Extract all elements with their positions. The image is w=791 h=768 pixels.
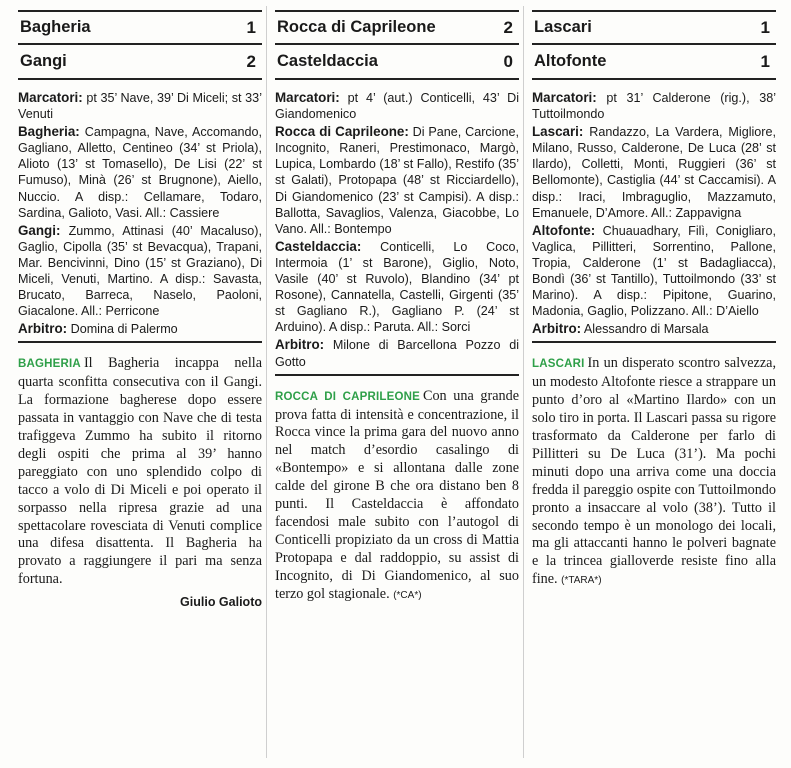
match-report-bagheria-gangi [18, 10, 262, 609]
home-team: Bagheria [20, 18, 91, 36]
match-report-rocca-casteldaccia [275, 10, 519, 604]
home-score: 2 [503, 17, 513, 37]
home-score-row [275, 10, 519, 45]
match-details [532, 90, 776, 343]
home-score-row [18, 10, 262, 45]
scorers: Marcatori: pt 35’ Nave, 39’ Di Miceli; st 33’ Venuti [18, 90, 262, 122]
match-details [18, 90, 262, 343]
home-lineup: Lascari: Randazzo, La Vardera, Migliore, Milano, Russo, Calderone, De Luca (28’ st Ilardo), Colletti, Monti, Ruggieri (36’ st Bellomonte), Castiglia (44’ st Caccamisi). A disp.: Iraci, Imbraguglio, Mazzamuto, Emanuele, D’Amore. All.: Zappavigna [532, 124, 777, 220]
referee: Arbitro: Domina di Palermo [18, 321, 262, 343]
story-text: In un disperato scontro salvezza, un modesto Altofonte riesce a strappare un punto d’oro al «Martino Ilardo» con un solo tiro in porta. Il Lascari passa su rigore trasformato da Calderone per farlo di Pillitteri su De Luca (31’). Ma pochi minuti dopo una arriva come una doccia fredda il pareggio ospite con Tuttoilmondo pronto a insaccare al volo (38’). Tutto il secondo tempo è un monologo dei locali, ma gli attaccanti hanno le polveri bagnate e la trincea gialloverde resiste fino alla fine. [532, 355, 776, 588]
match-details [275, 90, 519, 376]
away-score-row [275, 45, 519, 80]
away-lineup: Casteldaccia: Conticelli, Lo Coco, Intermoia (1’ st Barone), Giglio, Noto, Vasile (40’ st Ruvolo), Blandino (34’ pt Rosone), Cannatella, Castelli, Girgenti (35’ st Gagliano R.), Gagliano P. (24’ st Arduino). A disp.: Paruta. All.: Sorci [275, 238, 519, 335]
story-kicker: LASCARI [532, 358, 585, 371]
match-report-lascari-altofonte [532, 10, 776, 590]
referee: Arbitro: Alessandro di Marsala [532, 321, 776, 343]
home-score: 1 [246, 17, 256, 37]
match-story [18, 355, 262, 589]
author-signature: Giulio Galioto [180, 595, 262, 610]
away-team: Altofonte [534, 52, 607, 70]
away-score-row [532, 45, 776, 80]
match-story [275, 388, 519, 605]
column-divider [523, 6, 524, 758]
story-kicker: ROCCA DI CAPRILEONE [275, 390, 420, 403]
home-team: Lascari [534, 18, 592, 36]
away-lineup: Gangi: Zummo, Attinasi (40’ Macaluso), Gaglio, Cipolla (35’ st Bevacqua), Trapani, Mar. Bencivinni, Dino (15’ st Graziano), Di Miceli, Venuti, Martino. A disp.: Savasta, Brucato, Barreca, Naselo, Paoloni, Giacalone. All.: Perricone [18, 222, 262, 319]
away-score-row [18, 45, 262, 80]
home-score-row [532, 10, 776, 45]
away-lineup: Altofonte: Chuauadhary, Filì, Conigliaro, Vaglica, Pillitteri, Sorrentino, Pallone, Tropia, Calderone (1’ st Badagliacca), Bondì (36’ st Tantillo), Tuttoilmondo (33’ st Marino). A disp.: Pipitone, Guarino, Madonia, Gaglio, Polizzano. All.: D’Aiello [532, 222, 777, 319]
match-story [532, 355, 776, 590]
author-tag: (*CA*) [393, 589, 422, 601]
away-score: 2 [246, 51, 256, 71]
author-tag: (*TARA*) [561, 575, 602, 587]
away-team: Casteldaccia [277, 52, 378, 70]
away-team: Gangi [20, 52, 67, 70]
story-text: Il Bagheria incappa nella quarta sconfitta consecutiva con il Gangi. La formazione bagherese dopo essere passata in vantaggio con Nave che di testa trafiggeva Zummo ha subito il ritorno degli ospiti che prima al 39’ hanno pareggiato con uno splendido colpo di tacco a volo di Di Miceli e poi operato il sorpasso nella ripresa grazie ad una spettacolare rovesciata di Venuti complice una difesa disattenta. Il Bagheria ha provato a raggiungere il pari ma senza fortuna. [18, 355, 262, 588]
story-text: Con una grande prova fatta di intensità e concentrazione, il Rocca vince la prima gara del nuovo anno nel match d’esordio casalingo di «Bontempo» e si allontana dalle zone calde del girone B che ora distano ben 8 punti. Il Casteldaccia è affondato facendosi male subito con l’autogol di Conticelli propiziato da un cross di Mattia Protopapa e dal raddoppio, su assist di Incognito, di Di Giandomenico, al suo terzo gol stagionale. [275, 387, 519, 602]
away-score: 0 [503, 51, 513, 71]
scorers: Marcatori: pt 4’ (aut.) Conticelli, 43’ Di Giandomenico [275, 90, 519, 122]
story-kicker: BAGHERIA [18, 358, 81, 371]
home-lineup: Rocca di Caprileone: Di Pane, Carcione, Incognito, Raneri, Prestimonaco, Margò, Lupica, Lombardo (18’ st Fallo), Restifo (35’ st Galati), Protopapa (48’ st Ricciardello), Di Giandomenico (23’ st Campisi). A disp.: Ballotta, Savaglios, Valenza, Giacobbe, Lo Vano. All.: Bontempo [275, 124, 520, 236]
referee: Arbitro: Milone di Barcellona Pozzo di Gotto [275, 337, 519, 375]
home-lineup: Bagheria: Campagna, Nave, Accomando, Gagliano, Alletto, Centineo (34’ st Priola), Alioto (13’ st Tomasello), De Lisi (22’ st Fumuso), Minà (26’ st Brugnone), Aiello, Nuccio. A disp.: Cellamare, Todaro, Sardina, Galioto, Vasi. All.: Cassiere [18, 124, 262, 220]
scorers: Marcatori: pt 31’ Calderone (rig.), 38’ Tuttoilmondo [532, 90, 776, 122]
away-score: 1 [760, 51, 770, 71]
home-score: 1 [760, 17, 770, 37]
home-team: Rocca di Caprileone [277, 18, 436, 36]
column-divider [266, 6, 267, 758]
